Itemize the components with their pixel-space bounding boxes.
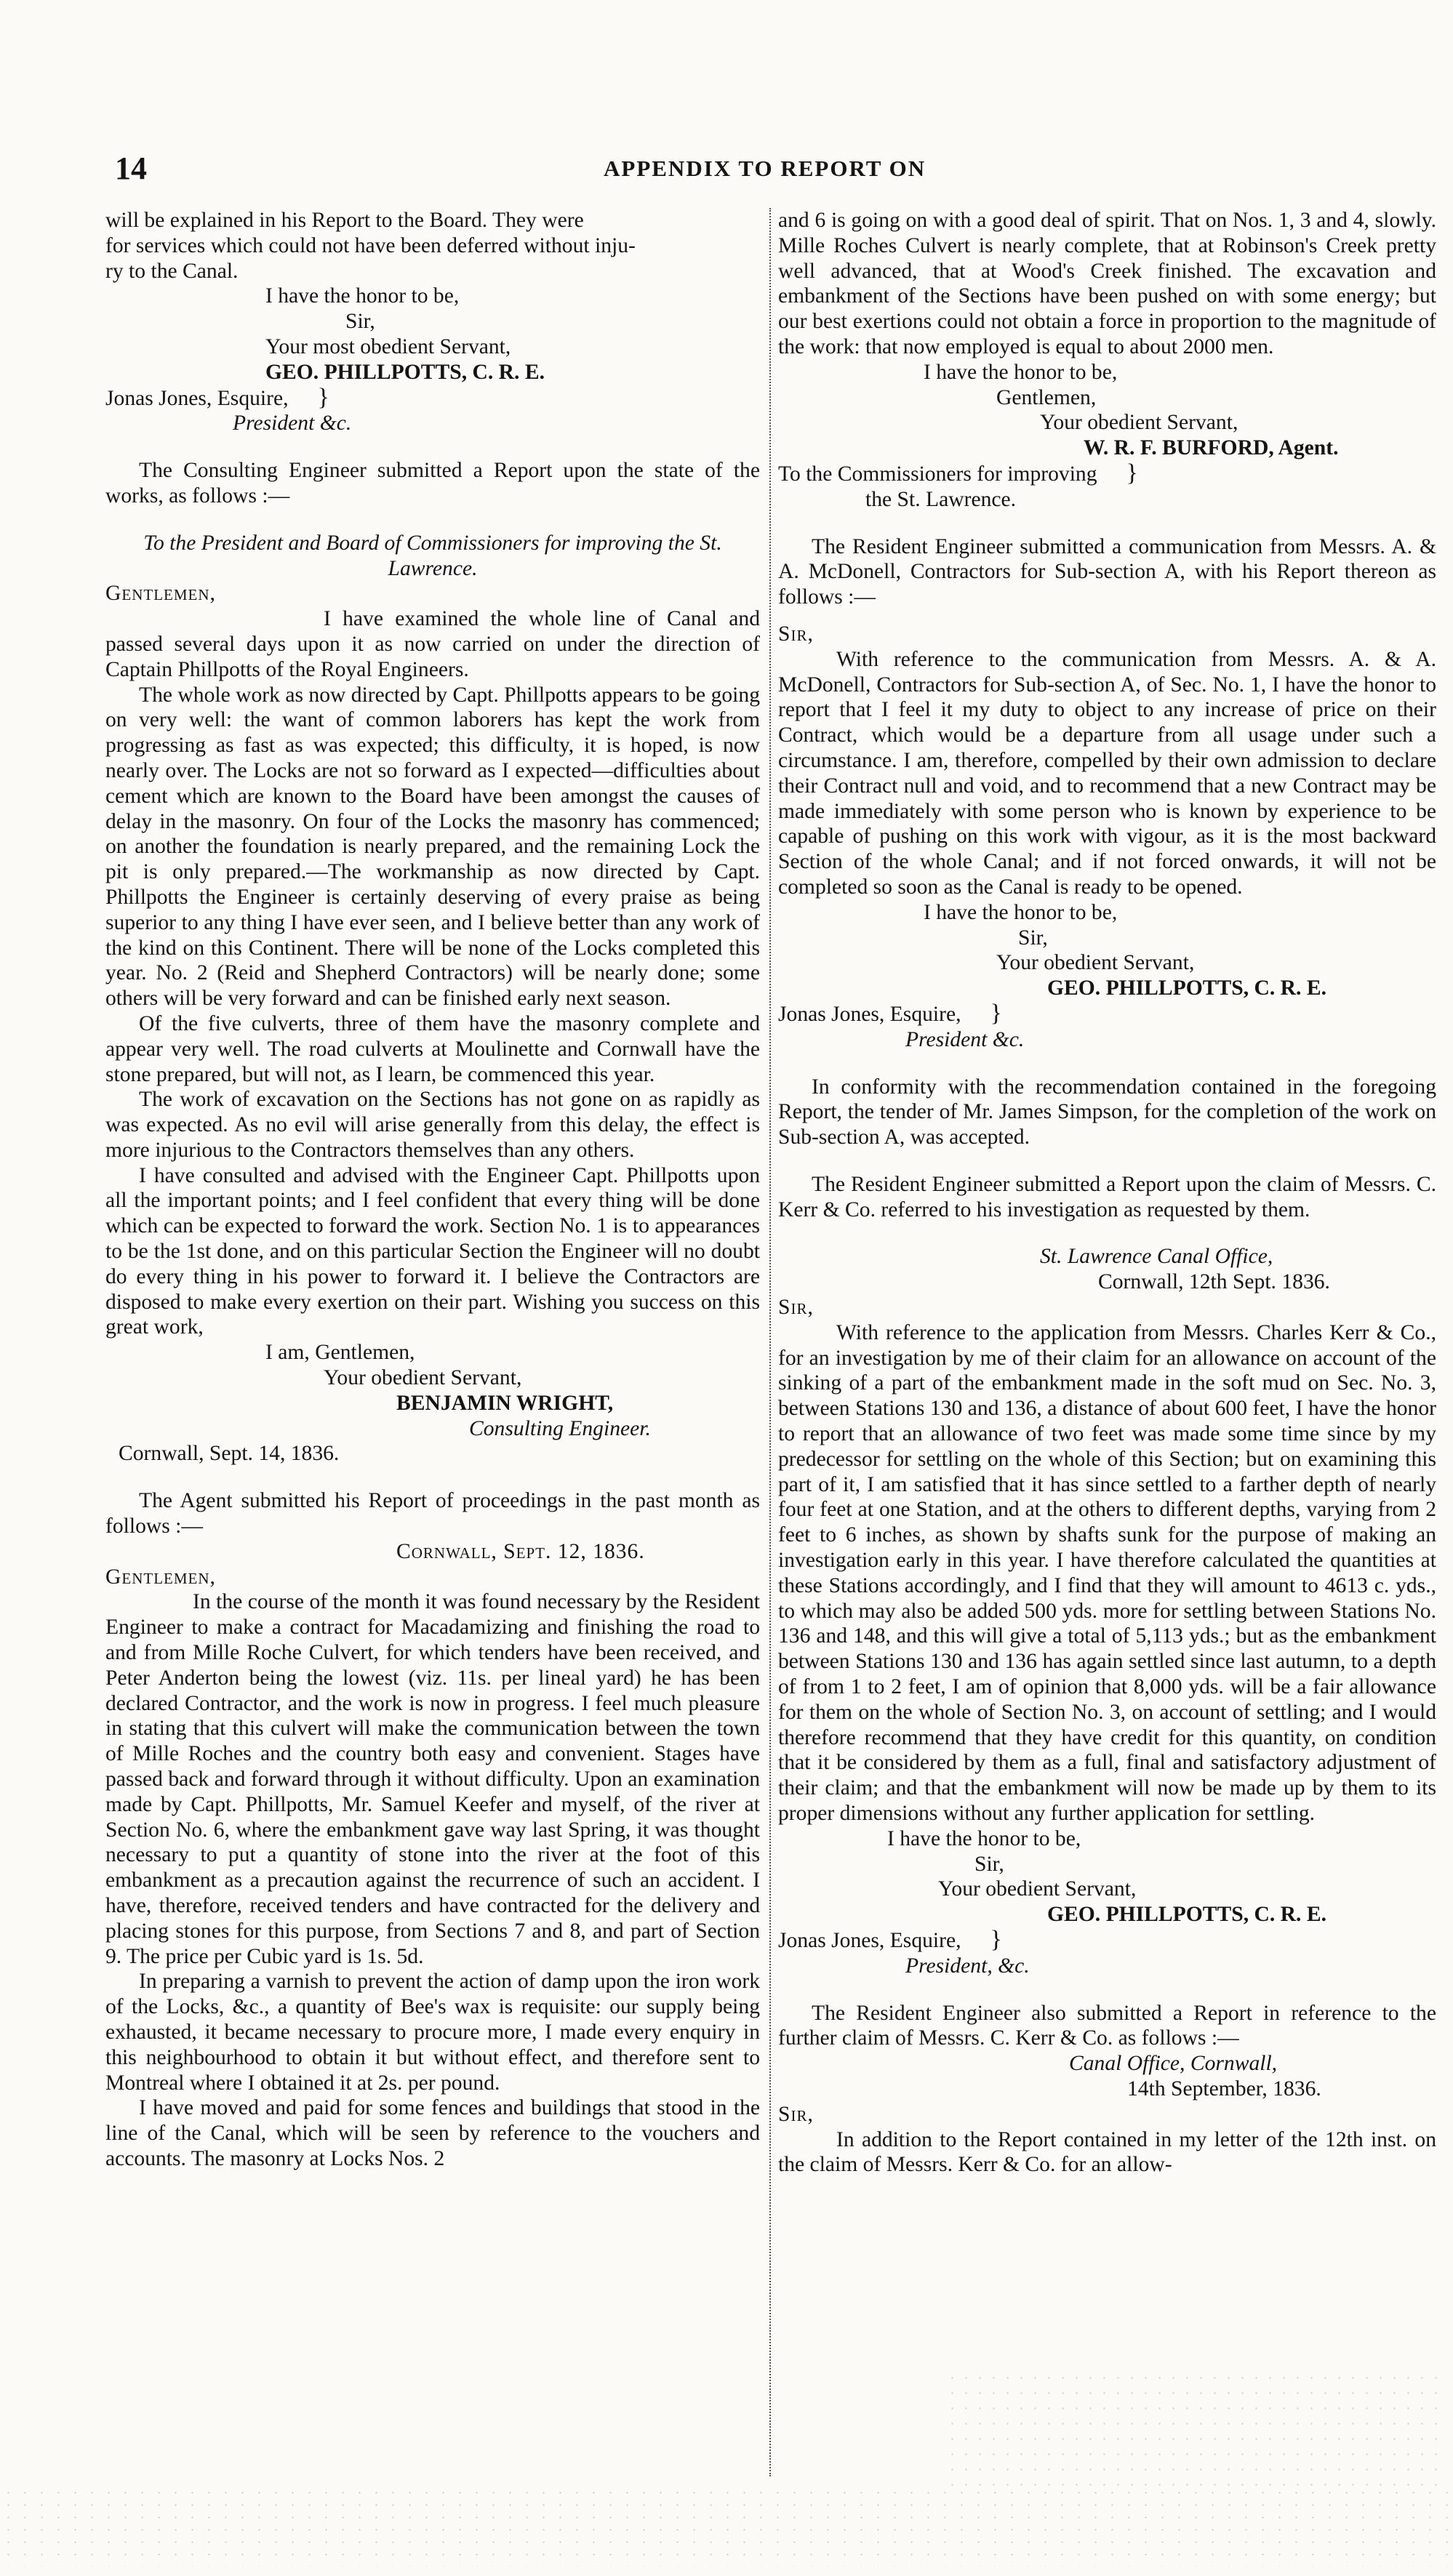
paragraph: In addition to the Report contained in my letter of the 12th inst. on the claim of Messrs. Kerr & Co. for an allow- [778, 2127, 1436, 2177]
signature: GEO. PHILLPOTTS, C. R. E. [1047, 976, 1326, 1000]
paragraph: In the course of the month it was found necessary by the Resident Engineer to make a contract for Macadamizing and finishing the road to and from Mille Roche Culvert, for which tenders have been received, and Peter Anderton being the lowest (viz. 11s. per lineal yard) he has been declared Contractor, and the work is now in progress. I feel much pleasure in stating that this culvert will make the communication between the town of Mille Roches and the country both easy and convenient. Stages have passed back and forward through it without difficulty. Upon an examination made by Capt. Phillpotts, Mr. Samuel Keefer and myself, of the river at Section No. 6, where the embankment gave way last Spring, it was thought necessary to put a quantity of stone into the river at the foot of this embankment as a precaution against the recurrence of such an accident. I have, therefore, received tenders and have contracted for the delivery and placing stones for this purpose, from Sections 7 and 8, and part of Section 9. The price per Cubic yard is 1s. 5d. [105, 1590, 760, 1968]
paragraph: The work of excavation on the Sections has not gone on as rapidly as was expected. As no evil will arise generally from this delay, the effect is more injurious to the Contractors themselves than any others. [105, 1088, 760, 1162]
page-header [109, 150, 1447, 193]
closing-line: Sir, [974, 1852, 1004, 1876]
addressee-title: President, &c. [905, 1954, 1030, 1978]
paragraph: I have examined the whole line of Canal and passed several days upon it as now carried on under the direction of Captain Phillpotts of the Royal Engineers. [105, 607, 760, 681]
left-column [105, 208, 760, 2172]
paragraph: The Resident Engineer submitted a Report upon the claim of Messrs. C. Kerr & Co. referred to his investigation as requested by them. [778, 1172, 1436, 1221]
text-line: ry to the Canal. [105, 259, 239, 283]
salutation: Gentlemen, [105, 1565, 216, 1589]
dateline: 14th September, 1836. [1127, 2077, 1321, 2100]
page-number: 14 [115, 151, 147, 186]
text-line: for services which could not have been deferred without inju- [105, 233, 636, 257]
text-line: will be explained in his Report to the Board. They were [105, 209, 584, 232]
paragraph: In preparing a varnish to prevent the action of damp upon the iron work of the Locks, &c., a quantity of Bee's wax is requisite: our supply being exhausted, it became necessary to procure more, I made every enquiry in this neighbourhood to obtain it but without effect, and therefore sent to Montreal where I obtained it at 2s. per pound. [105, 1970, 760, 2095]
letterhead: St. Lawrence Canal Office, [1040, 1245, 1273, 1269]
signature: W. R. F. BURFORD, Agent. [1084, 436, 1339, 460]
scan-speckle [945, 2370, 1447, 2487]
salutation: Gentlemen, [105, 582, 216, 606]
addressee-title: President &c. [905, 1027, 1025, 1051]
closing-line: I have the honor to be, [265, 284, 460, 308]
paragraph: and 6 is going on with a good deal of spirit. That on Nos. 1, 3 and 4, slowly. Mille Roches Culvert is nearly complete, that at Robinson's Creek pretty well advanced, that at Wood's Creek finished. The excavation and embankment of the Sections have been pushed on with some energy; but our best exertions could not obtain a force in proportion to the magnitude of the work: that now employed is equal to about 2000 men. [778, 209, 1436, 358]
closing-line: Sir, [345, 310, 375, 334]
paragraph: Of the five culverts, three of them have the masonry complete and appear very well. The road culverts at Moulinette and Cornwall have the stone prepared, but will not, as I learn, be commenced this year. [105, 1011, 760, 1086]
addressee: Jonas Jones, Esquire, } [105, 383, 329, 411]
addressee: Jonas Jones, Esquire, } [778, 1926, 1002, 1953]
letter-heading: To the President and Board of Commissioners for improving the St. Lawrence. [143, 531, 722, 580]
paragraph: The Resident Engineer also submitted a Report in reference to the further claim of Messrs. C. Kerr & Co. as follows :— [778, 2001, 1436, 2050]
closing-line: I have the honor to be, [924, 360, 1118, 384]
paragraph: With reference to the application from Messrs. Charles Kerr & Co., for an investigation by me of their claim for an allowance on account of the sinking of a part of the embankment made in the soft mud on Sec. No. 3, between Stations 130 and 136, a distance of about 600 feet, I have the honor to report that an allowance of two feet was made some time since by my predecessor for settling on the whole of this Section; but on examining this part of it, I am satisfied that it has since settled to a farther depth of nearly four feet at one Station, and at the others to different depths, varying from 2 feet to 6 inches, as shown by shafts sunk for the purpose of making an investigation early in this year. I have therefore calculated the quantities at these Stations accordingly, and I find that they will amount to 4613 c. yds., to which may also be added 500 yds. more for settling between Stations No. 136 and 148, and this will give a total of 5,113 yds.; but as the embankment between Stations 130 and 136 has again settled since last autumn, to a depth of from 1 to 2 feet, I am of opinion that 8,000 yds. will be a fair allowance for them on the whole of Section No. 3, on account of settling; and I would therefore recommend that they have credit for this quantity, on condition that it be considered by them as a full, final and satisfactory adjustment of their claim; and that the embankment will now be made up by them to its proper dimensions without any further application for settling. [778, 1320, 1436, 1826]
closing-line: I am, Gentlemen, [265, 1341, 415, 1365]
closing-line: Your obedient Servant, [996, 951, 1195, 975]
closing-line: I have the honor to be, [924, 900, 1118, 924]
closing-line: Your obedient Servant, [324, 1366, 522, 1390]
dateline: Cornwall, Sept. 14, 1836. [119, 1442, 340, 1466]
closing-line: Your obedient Servant, [938, 1877, 1137, 1901]
closing-line: Your most obedient Servant, [265, 334, 511, 358]
letterhead: Canal Office, Cornwall, [1069, 2052, 1278, 2076]
paragraph: The whole work as now directed by Capt. Phillpotts appears to be going on very well: the want of common laborers has kept the work from progressing as fast as was expected; this difficulty, it is hoped, is now nearly over. The Locks are not so forward as I expected—difficulties about cement which are known to the Board have been amongst the causes of delay in the masonry. On four of the Locks the masonry has commenced; on another the foundation is nearly prepared, and the remaining Lock the pit is only prepared.—The workmanship as now directed by Capt. Phillpotts the Engineer is certainly deserving of every praise as being superior to any thing I have ever seen, and I believe better than any work of the kind on this Continent. There will be none of the Locks completed this year. No. 2 (Reid and Shepherd Contractors) will be nearly done; some others will be very forward and can be finished early next season. [105, 683, 760, 1011]
addressee-title: President &c. [233, 412, 352, 436]
paragraph: In conformity with the recommendation contained in the foregoing Report, the tender of Mr. James Simpson, for the completion of the work on Sub-section A, was accepted. [778, 1075, 1436, 1149]
paragraph: The Agent submitted his Report of proceedings in the past month as follows :— [105, 1489, 760, 1538]
paragraph: I have consulted and advised with the Engineer Capt. Phillpotts upon all the important points; and I feel confident that every thing will be done which can be expected to forward the work. Section No. 1 is to appearances to be the 1st done, and on this particular Section the Engineer will no doubt do every thing in his power to forward it. I believe the Contractors are disposed to make every exertion on their part. Wishing you success on this great work, [105, 1163, 760, 1339]
running-head: APPENDIX TO REPORT ON [604, 156, 926, 181]
paragraph: With reference to the communication from Messrs. A. & A. McDonell, Contractors for Sub-section A, of Sec. No. 1, I have the honor to report that I feel it my duty to object to any increase of price on their Contract, which would be a departure from all usage under such a circumstance. I am, therefore, compelled by their own admission to declare their Contract null and void, and to recommend that a new Contract may be made immediately with some person who is known by experience to be capable of pushing on this work with vigour, as it is the most backward Section of the whole Canal; and if not forced onwards, it will not be completed so soon as the Canal is ready to be opened. [778, 647, 1436, 899]
closing-line: Gentlemen, [996, 385, 1097, 409]
right-column [778, 208, 1436, 2178]
salutation: Sir, [778, 1296, 814, 1320]
closing-line: I have the honor to be, [887, 1826, 1081, 1850]
signature: GEO. PHILLPOTTS, C. R. E. [265, 360, 545, 384]
addressee: To the Commissioners for improving } [778, 459, 1138, 486]
salutation: Sir, [778, 2102, 814, 2126]
signature: BENJAMIN WRIGHT, [396, 1391, 614, 1415]
signature: GEO. PHILLPOTTS, C. R. E. [1047, 1903, 1326, 1927]
addressee-line: the St. Lawrence. [865, 487, 1017, 511]
paragraph: The Consulting Engineer submitted a Report upon the state of the works, as follows :— [105, 459, 760, 507]
dateline: Cornwall, 12th Sept. 1836. [1098, 1270, 1330, 1294]
paragraph: I have moved and paid for some fences and buildings that stood in the line of the Canal, which will be seen by reference to the vouchers and accounts. The masonry at Locks Nos. 2 [105, 2096, 760, 2170]
closing-line: Sir, [1018, 926, 1048, 950]
column-divider [769, 208, 771, 2476]
closing-line: Your obedient Servant, [1040, 411, 1238, 435]
addressee: Jonas Jones, Esquire, } [778, 999, 1002, 1027]
salutation: Sir, [778, 622, 814, 646]
scan-speckle [0, 2487, 1453, 2567]
signature-title: Consulting Engineer. [469, 1416, 651, 1440]
paragraph: The Resident Engineer submitted a communication from Messrs. A. & A. McDonell, Contractors for Sub-section A, with his Report thereon as follows :— [778, 534, 1436, 609]
dateline: Cornwall, Sept. 12, 1836. [396, 1539, 645, 1563]
